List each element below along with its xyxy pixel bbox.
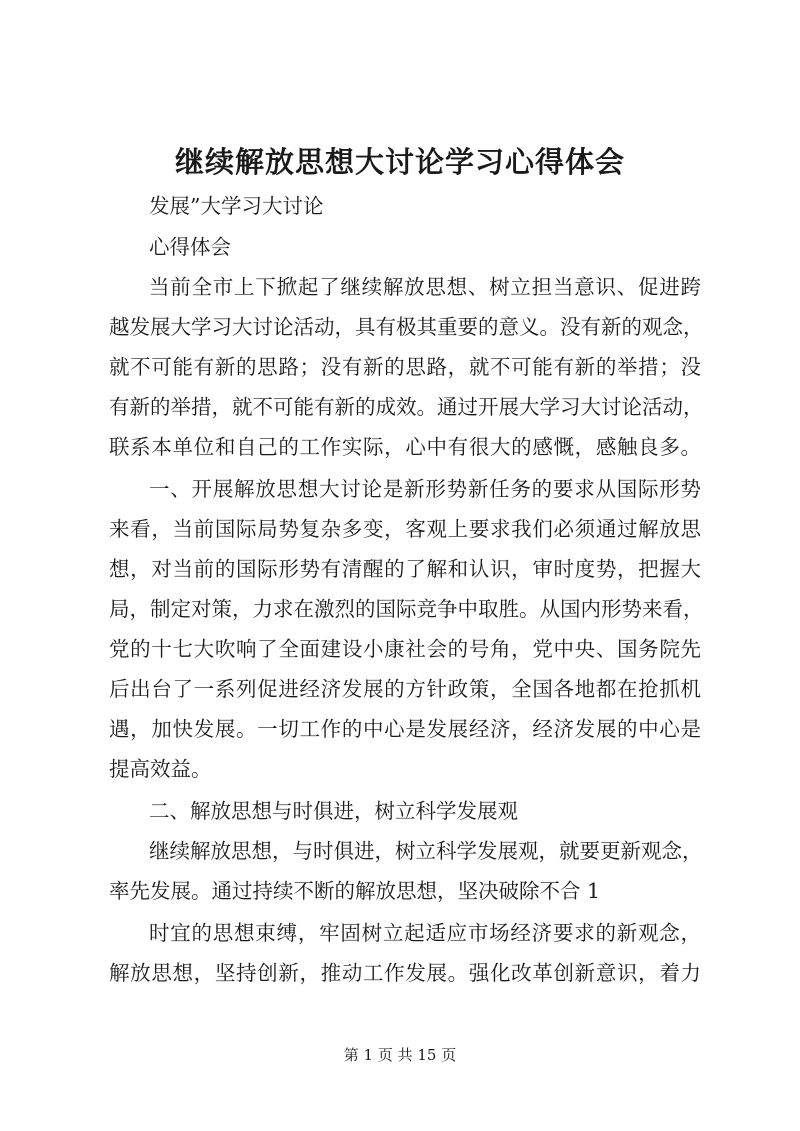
text-line: 局，制定对策，力求在激烈的国际竞争中取胜。从国内形势来看， bbox=[109, 597, 704, 621]
text-line: 越发展大学习大讨论活动，具有极其重要的意义。没有新的观念， bbox=[109, 315, 704, 339]
page-number-footer: 第 1 页 共 15 页 bbox=[343, 1046, 457, 1064]
text-line: 后出台了一系列促进经济发展的方针政策，全国各地都在抢抓机 bbox=[109, 677, 701, 701]
text-line: 就不可能有新的思路；没有新的思路，就不可能有新的举措；没 bbox=[109, 355, 701, 379]
text-line: 率先发展。通过持续不断的解放思想，坚决破除不合 1 bbox=[109, 879, 601, 903]
text-line: 解放思想，坚持创新，推动工作发展。强化改革创新意识，着力 bbox=[109, 961, 701, 985]
text-line: 心得体会 bbox=[149, 235, 231, 259]
text-line: 一、开展解放思想大讨论是新形势新任务的要求从国际形势 bbox=[149, 477, 701, 501]
text-line: 提高效益。 bbox=[109, 757, 212, 781]
text-line: 时宜的思想束缚，牢固树立起适应市场经济要求的新观念， bbox=[149, 921, 701, 945]
text-line: 来看，当前国际局势复杂多变，客观上要求我们必须通过解放思 bbox=[109, 517, 701, 541]
document-title: 继续解放思想大讨论学习心得体会 bbox=[174, 145, 625, 179]
text-line: 党的十七大吹响了全面建设小康社会的号角，党中央、国务院先 bbox=[109, 637, 701, 661]
text-line: 想，对当前的国际形势有清醒的了解和认识，审时度势，把握大 bbox=[109, 557, 701, 581]
text-line: 有新的举措，就不可能有新的成效。通过开展大学习大讨论活动， bbox=[109, 395, 704, 419]
text-line: 联系本单位和自己的工作实际，心中有很大的感慨，感触良多。 bbox=[109, 435, 701, 459]
section-heading: 二、解放思想与时俱进，树立科学发展观 bbox=[149, 799, 518, 823]
text-line: 发展”大学习大讨论 bbox=[149, 194, 324, 218]
text-line: 继续解放思想，与时俱进，树立科学发展观，就要更新观念， bbox=[149, 839, 703, 863]
text-line: 当前全市上下掀起了继续解放思想、树立担当意识、促进跨 bbox=[149, 275, 701, 299]
text-line: 遇，加快发展。一切工作的中心是发展经济，经济发展的中心是 bbox=[109, 717, 701, 741]
